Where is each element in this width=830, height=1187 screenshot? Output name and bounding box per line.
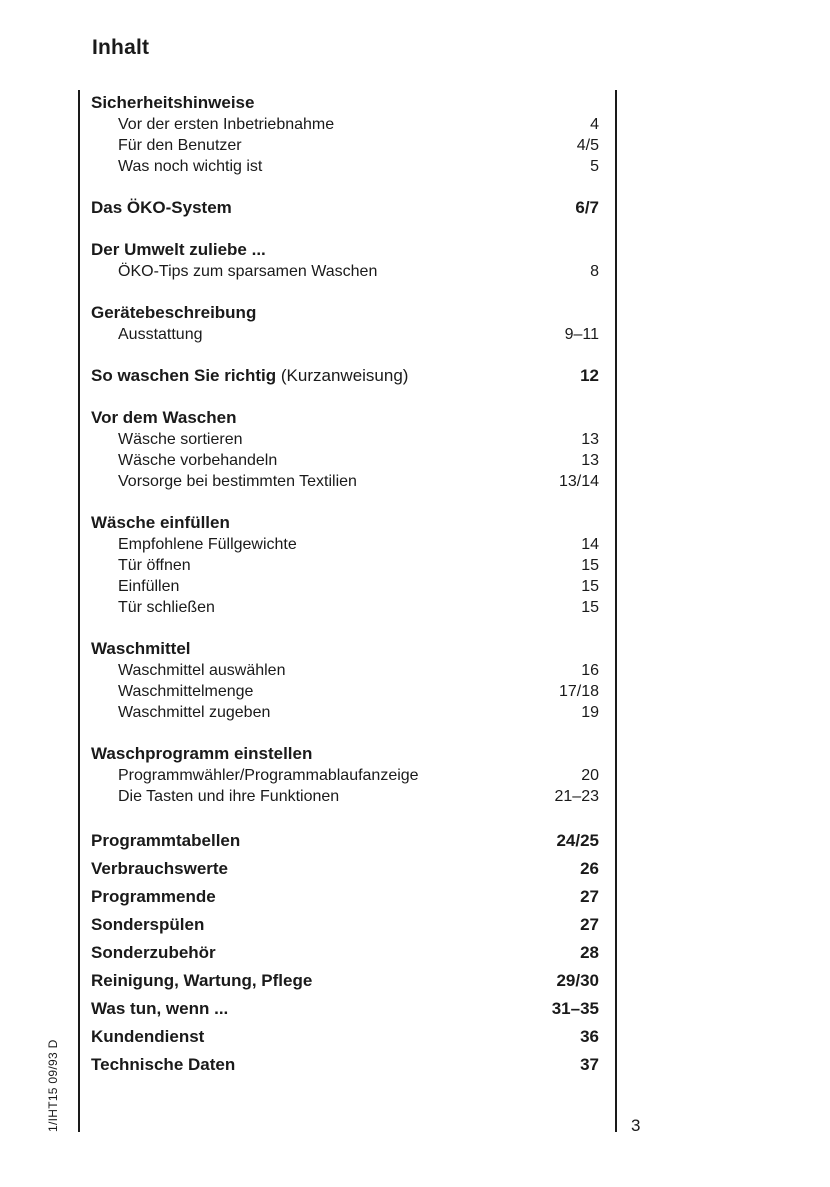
toc-subentry-label: Waschmittelmenge (118, 683, 254, 700)
toc-subentry-page: 13/14 (558, 473, 599, 490)
toc-heading-row (91, 302, 599, 324)
toc-main-entry-row (91, 1023, 599, 1051)
toc-section (91, 197, 599, 219)
toc-subentry-row (91, 534, 599, 555)
toc-subentry-label: Tür schließen (118, 599, 215, 616)
toc-main-entry-page: 29/30 (556, 971, 599, 990)
toc-main-entry-page: 28 (580, 943, 599, 962)
toc-heading-label (91, 197, 232, 219)
table-of-contents (91, 92, 599, 1079)
toc-subentry-page: 20 (581, 767, 599, 784)
toc-section (91, 638, 599, 723)
toc-subentry-page: 8 (590, 263, 599, 280)
toc-subentry-row (91, 324, 599, 345)
toc-heading-row (91, 407, 599, 429)
toc-main-entry-label: Sonderspülen (91, 915, 205, 934)
toc-subentry-page: 4/5 (576, 137, 599, 154)
toc-main-entry-row (91, 911, 599, 939)
toc-main-entry-row (91, 855, 599, 883)
toc-section (91, 239, 599, 282)
toc-main-entry-row (91, 939, 599, 967)
toc-heading-row (91, 197, 599, 219)
page-title: Inhalt (92, 36, 150, 59)
toc-heading-text: Das ÖKO-System (91, 198, 232, 217)
toc-main-entry-label: Technische Daten (91, 1055, 236, 1074)
toc-main-entry-row (91, 967, 599, 995)
toc-heading-label (91, 92, 254, 114)
toc-main-entry-label: Programmende (91, 887, 216, 906)
toc-heading-label (91, 407, 236, 429)
toc-main-entry-page: 27 (580, 915, 599, 934)
toc-section (91, 512, 599, 618)
toc-subentry-row (91, 765, 599, 786)
toc-main-entry-page: 31–35 (551, 999, 599, 1018)
toc-subentry-row (91, 555, 599, 576)
toc-heading-label (91, 365, 408, 387)
toc-heading-text: Gerätebeschreibung (91, 303, 257, 322)
toc-subentry-row (91, 135, 599, 156)
toc-subentry-label: Waschmittel zugeben (118, 704, 271, 721)
toc-heading-text: Waschprogramm einstellen (91, 744, 313, 763)
toc-main-entry-label: Verbrauchswerte (91, 859, 229, 878)
toc-subentry-label: Einfüllen (118, 578, 180, 595)
toc-main-entry-label: Programmtabellen (91, 831, 241, 850)
toc-heading-label (91, 743, 312, 765)
toc-subentry-row (91, 450, 599, 471)
toc-subentry-row (91, 114, 599, 135)
toc-subentry-page: 17/18 (558, 683, 599, 700)
toc-main-entry-label: Kundendienst (91, 1027, 205, 1046)
toc-main-entry-page: 26 (580, 859, 599, 878)
toc-heading-row (91, 638, 599, 660)
toc-main-entry-page: 37 (580, 1055, 599, 1074)
toc-subentry-label: Vor der ersten Inbetriebnahme (118, 116, 335, 133)
toc-subentry-row (91, 261, 599, 282)
left-rule (78, 90, 80, 1132)
toc-heading-text: So waschen Sie richtig (91, 366, 277, 385)
toc-section (91, 302, 599, 345)
toc-subentry-label: Für den Benutzer (118, 137, 242, 154)
toc-subentry-row (91, 660, 599, 681)
toc-heading-text: Wäsche einfüllen (91, 513, 230, 532)
toc-subentry-page: 19 (581, 704, 599, 721)
toc-main-entry-row (91, 1051, 599, 1079)
toc-heading-text: Sicherheitshinweise (91, 93, 255, 112)
toc-subentry-row (91, 786, 599, 807)
toc-subentry-label: Was noch wichtig ist (118, 158, 263, 175)
toc-subentry-page: 14 (581, 536, 599, 553)
toc-heading-row (91, 365, 599, 387)
toc-section (91, 365, 599, 387)
toc-subentry-page: 16 (581, 662, 599, 679)
toc-subentry-row (91, 576, 599, 597)
toc-subentry-row (91, 471, 599, 492)
toc-heading-text: Der Umwelt zuliebe ... (91, 240, 266, 259)
toc-heading-text: Waschmittel (91, 639, 191, 658)
toc-heading-note: (Kurzanweisung) (276, 366, 409, 385)
toc-subentry-label: Wäsche sortieren (118, 431, 243, 448)
toc-heading-page: 12 (580, 366, 599, 385)
toc-subentry-label: Ausstattung (118, 326, 203, 343)
toc-heading-row (91, 92, 599, 114)
toc-section (91, 92, 599, 177)
toc-subentry-label: Tür öffnen (118, 557, 191, 574)
toc-heading-row (91, 512, 599, 534)
toc-subentry-label: Programmwähler/Programmablaufanzeige (118, 767, 419, 784)
toc-heading-page: 6/7 (575, 198, 599, 217)
toc-subentry-row (91, 681, 599, 702)
toc-subentry-page: 9–11 (564, 326, 599, 343)
toc-subentry-page: 13 (581, 431, 599, 448)
toc-subentry-row (91, 156, 599, 177)
toc-subentry-label: Vorsorge bei bestimmten Textilien (118, 473, 357, 490)
toc-heading-label (91, 512, 230, 534)
toc-main-entry-row (91, 995, 599, 1023)
toc-subentry-page: 13 (581, 452, 599, 469)
page-number: 3 (631, 1116, 641, 1135)
toc-heading-label (91, 302, 256, 324)
toc-subentry-label: Empfohlene Füllgewichte (118, 536, 297, 553)
toc-main-entry-row (91, 827, 599, 855)
toc-subentry-page: 4 (590, 116, 599, 133)
toc-main-entry-label: Reinigung, Wartung, Pflege (91, 971, 313, 990)
toc-heading-text: Vor dem Waschen (91, 408, 237, 427)
toc-subentry-row (91, 702, 599, 723)
toc-main-entry-page: 24/25 (556, 831, 599, 850)
document-code: 1/IHT15 09/93 D (46, 1039, 60, 1132)
toc-subentry-label: ÖKO-Tips zum sparsamen Waschen (118, 263, 378, 280)
toc-subentry-label: Waschmittel auswählen (118, 662, 286, 679)
toc-main-entry-page: 27 (580, 887, 599, 906)
toc-main-entry-row (91, 883, 599, 911)
toc-subentry-label: Die Tasten und ihre Funktionen (118, 788, 340, 805)
toc-subentry-page: 15 (581, 599, 599, 616)
toc-main-entries (91, 827, 599, 1079)
toc-main-entry-label: Was tun, wenn ... (91, 999, 229, 1018)
toc-subentry-page: 15 (581, 578, 599, 595)
toc-subentry-page: 5 (590, 158, 599, 175)
toc-heading-label (91, 638, 191, 660)
toc-subentry-label: Wäsche vorbehandeln (118, 452, 278, 469)
toc-subentry-page: 15 (581, 557, 599, 574)
toc-main-entry-page: 36 (580, 1027, 599, 1046)
toc-main-entry-label: Sonderzubehör (91, 943, 216, 962)
toc-section (91, 407, 599, 492)
toc-heading-label (91, 239, 266, 261)
toc-heading-row (91, 239, 599, 261)
toc-subentry-row (91, 597, 599, 618)
right-rule (615, 90, 617, 1132)
toc-section (91, 743, 599, 807)
toc-heading-row (91, 743, 599, 765)
toc-subentry-page: 21–23 (554, 788, 599, 805)
toc-sections (91, 92, 599, 807)
toc-subentry-row (91, 429, 599, 450)
